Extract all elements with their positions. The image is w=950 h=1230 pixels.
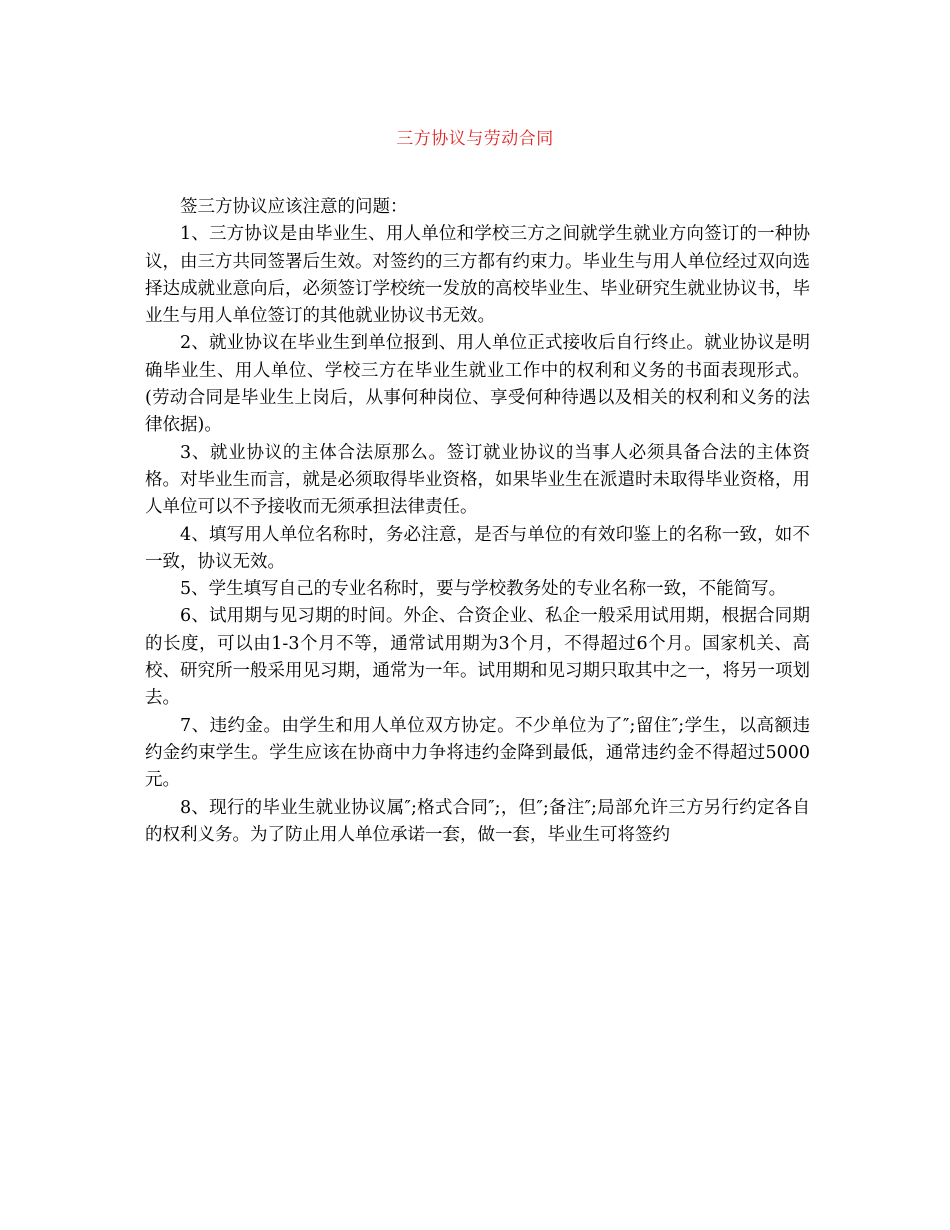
paragraph-3: 3、就业协议的主体合法原那么。签订就业协议的当事人必须具备合法的主体资格。对毕业生而言，就是必须取得毕业资格，如果毕业生在派遣时未取得毕业资格，用人单位可以不予接收而无须承担法律责任。 (145, 442, 810, 518)
paragraph-5: 5、学生填写自己的专业名称时，要与学校教务处的专业名称一致，不能简写。 (180, 579, 787, 600)
document-title: 三方协议与劳动合同 (396, 129, 554, 149)
document-body (145, 194, 810, 849)
paragraph-1: 1、三方协议是由毕业生、用人单位和学校三方之间就学生就业方向签订的一种协议，由三方共同签署后生效。对签约的三方都有约束力。毕业生与用人单位经过双向选择达成就业意向后，必须签订学校统一发放的高校毕业生、毕业研究生就业协议书，毕业生与用人单位签订的其他就业协议书无效。 (145, 224, 810, 327)
paragraph-8: 8、现行的毕业生就业协议属″;格式合同″;，但″;备注″;局部允许三方另行约定各自的权利义务。为了防止用人单位承诺一套，做一套，毕业生可将签约 (145, 797, 810, 845)
paragraph-2: 2、就业协议在毕业生到单位报到、用人单位正式接收后自行终止。就业协议是明确毕业生、用人单位、学校三方在毕业生就业工作中的权利和义务的书面表现形式。(劳动合同是毕业生上岗后，从事何种岗位、享受何种待遇以及相关的权利和义务的法律依据)。 (145, 333, 810, 436)
paragraph-6: 6、试用期与见习期的时间。外企、合资企业、私企一般采用试用期，根据合同期的长度，可以由1-3个月不等，通常试用期为3个月，不得超过6个月。国家机关、高校、研究所一般采用见习期，通常为一年。试用期和见习期只取其中之一，将另一项划去。 (145, 606, 810, 709)
paragraph-4: 4、填写用人单位名称时，务必注意，是否与单位的有效印鉴上的名称一致，如不一致，协议无效。 (145, 524, 810, 572)
paragraph-7: 7、违约金。由学生和用人单位双方协定。不少单位为了″;留住″;学生，以高额违约金约束学生。学生应该在协商中力争将违约金降到最低，通常违约金不得超过5000元。 (145, 715, 810, 791)
paragraph-intro: 签三方协议应该注意的问题： (180, 197, 408, 217)
